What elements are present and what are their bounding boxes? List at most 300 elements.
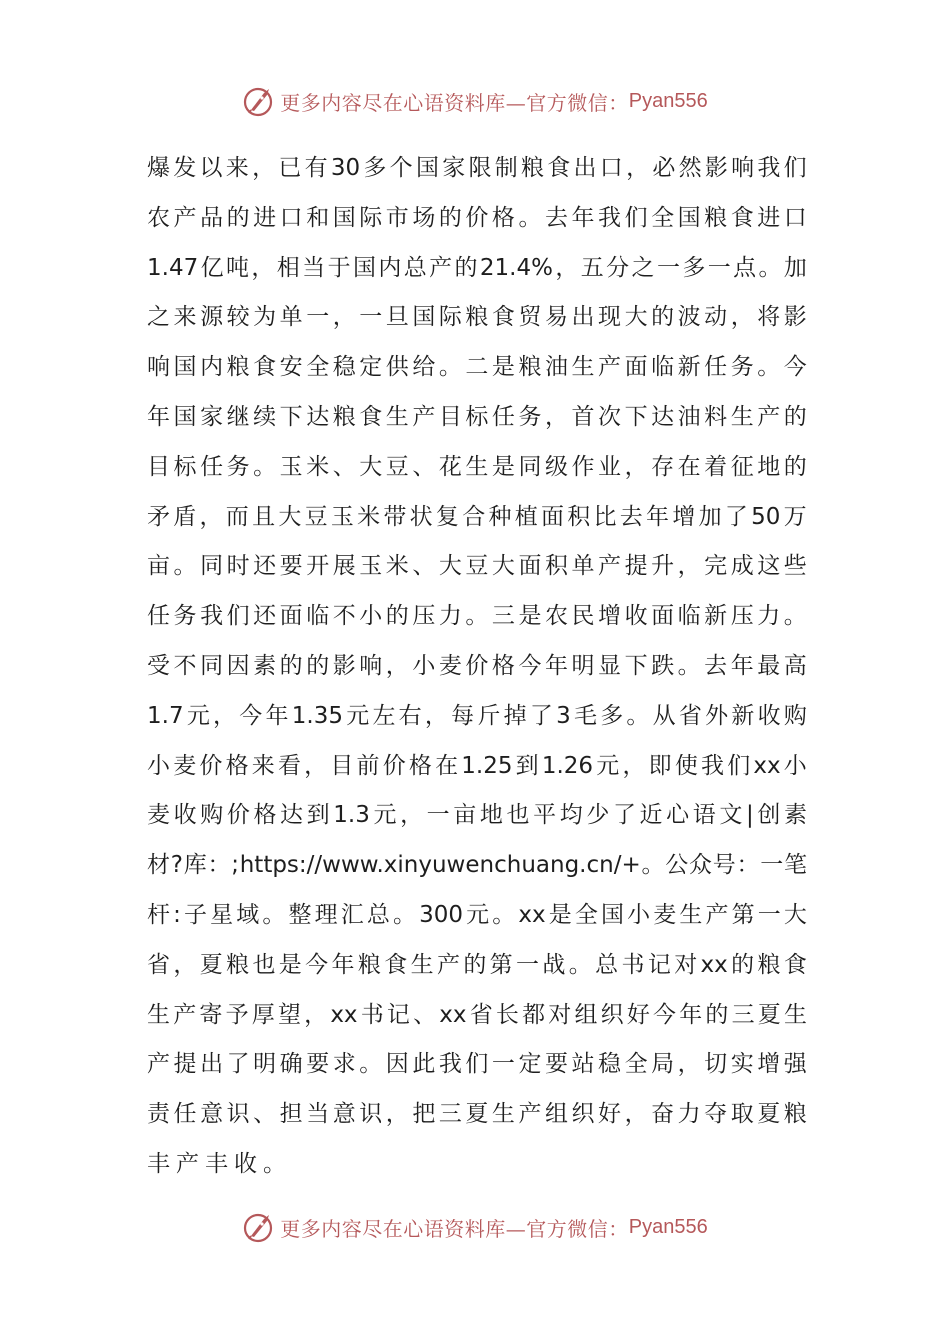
text-glyph: 种 <box>488 503 512 530</box>
pen-nib-logo-icon <box>242 1210 276 1244</box>
text-glyph: 现 <box>598 304 622 331</box>
text-glyph: 业 <box>598 453 622 480</box>
text-glyph: 升 <box>651 553 675 580</box>
text-glyph: 食 <box>384 951 408 978</box>
text-glyph: 素 <box>783 802 807 829</box>
text-glyph: 供 <box>385 354 409 381</box>
text-glyph: 是 <box>278 951 302 978</box>
text-glyph: 。 <box>518 204 542 231</box>
text-glyph: 大 <box>491 553 515 580</box>
text-glyph: 一 <box>757 901 781 928</box>
text-glyph: xx <box>518 901 546 928</box>
text-glyph: 粮 <box>518 354 542 381</box>
text-glyph: 麦 <box>438 652 462 679</box>
text-glyph: 出 <box>571 304 595 331</box>
text-glyph: 站 <box>571 1051 595 1078</box>
text-glyph: 务 <box>226 453 250 480</box>
text-glyph: 贸 <box>518 304 542 331</box>
text-glyph: 已 <box>278 155 302 181</box>
text-glyph: 。 <box>359 1051 383 1078</box>
text-glyph: 格 <box>225 752 249 779</box>
text-glyph: 麦 <box>147 802 170 829</box>
text-glyph: 年 <box>147 403 170 430</box>
text-glyph: 有 <box>304 155 328 181</box>
text-glyph: 标 <box>465 403 489 430</box>
text-glyph: 新 <box>677 354 701 381</box>
text-glyph: 国 <box>352 254 376 281</box>
text-glyph: 大 <box>624 304 648 331</box>
text-glyph: 单 <box>571 553 595 580</box>
text-glyph: 。 <box>783 603 807 630</box>
text-glyph: 是 <box>491 354 515 381</box>
text-line <box>147 742 807 792</box>
text-glyph: 。 <box>263 1150 286 1177</box>
text-glyph: 21.4% <box>479 254 553 281</box>
text-glyph: 理 <box>314 901 338 928</box>
text-glyph: 食 <box>783 951 807 978</box>
text-glyph: 积 <box>567 503 591 530</box>
text-glyph: 产 <box>598 354 622 381</box>
text-glyph: 任 <box>147 603 170 630</box>
text-glyph: 生 <box>465 453 489 480</box>
text-glyph: 第 <box>489 951 513 978</box>
text-glyph: 口 <box>783 204 807 231</box>
text-glyph: 来 <box>173 304 197 331</box>
text-glyph: 粮 <box>226 951 250 978</box>
text-glyph: 元 <box>346 702 370 729</box>
text-line <box>147 144 807 194</box>
text-glyph: 去 <box>544 204 568 231</box>
text-glyph: 新 <box>704 603 728 630</box>
text-glyph: 的 <box>454 254 478 281</box>
text-glyph: 提 <box>173 1051 197 1078</box>
text-glyph: ， <box>626 155 650 181</box>
text-glyph: 收 <box>234 1150 257 1177</box>
text-glyph: 产 <box>147 1051 170 1078</box>
text-glyph: 面 <box>279 603 303 630</box>
text-glyph: ， <box>544 403 568 430</box>
text-glyph: 元 <box>466 901 490 928</box>
text-glyph: 近 <box>639 802 663 829</box>
text-line <box>147 194 807 244</box>
text-glyph: 发 <box>173 155 197 181</box>
text-glyph: 对 <box>548 1001 572 1028</box>
text-glyph: 购 <box>200 802 224 829</box>
text-glyph: 元 <box>373 802 397 829</box>
text-glyph: 定 <box>518 1051 542 1078</box>
text-glyph: 强 <box>783 1051 807 1078</box>
text-glyph: 生 <box>147 1001 170 1028</box>
text-glyph: 进 <box>757 204 781 231</box>
text-glyph: 整 <box>288 901 312 928</box>
text-glyph: 还 <box>253 603 277 630</box>
text-glyph: 的 <box>705 1001 729 1028</box>
text-glyph: 小 <box>147 752 170 779</box>
text-glyph: 麦 <box>653 901 677 928</box>
text-glyph: ? <box>170 852 183 879</box>
text-glyph: 织 <box>600 1001 624 1028</box>
text-glyph: 口 <box>599 155 623 181</box>
text-glyph: 际 <box>359 204 383 231</box>
text-glyph: 的 <box>385 603 409 630</box>
text-glyph: 单 <box>279 304 303 331</box>
text-glyph: 二 <box>465 354 489 381</box>
text-glyph: 们 <box>226 603 250 630</box>
text-glyph: 生 <box>730 403 754 430</box>
text-glyph: 还 <box>253 553 277 580</box>
text-line <box>147 293 807 343</box>
text-glyph: 产 <box>436 951 460 978</box>
text-glyph: 织 <box>571 1101 595 1128</box>
text-glyph: 国 <box>173 354 197 381</box>
text-glyph: 响 <box>731 155 755 181</box>
text-glyph: 担 <box>279 1101 303 1128</box>
text-glyph: 农 <box>544 603 568 630</box>
text-glyph: 去 <box>704 652 728 679</box>
text-glyph: ， <box>424 702 448 729</box>
text-glyph: 粮 <box>357 951 381 978</box>
text-glyph: 级 <box>544 453 568 480</box>
text-glyph: 组 <box>574 1001 598 1028</box>
text-glyph: 1.35 <box>291 702 343 729</box>
text-glyph: 成 <box>730 553 754 580</box>
text-glyph: 、 <box>412 453 436 480</box>
text-glyph: 我 <box>701 752 724 779</box>
text-glyph: 。 <box>465 603 489 630</box>
text-glyph: 新 <box>731 702 755 729</box>
text-glyph: 场 <box>412 204 436 231</box>
text-glyph: 掉 <box>503 702 527 729</box>
text-glyph: 提 <box>624 553 648 580</box>
text-glyph: 们 <box>783 155 807 181</box>
text-glyph: 状 <box>409 503 433 530</box>
text-glyph: 予 <box>225 1001 249 1028</box>
text-glyph: 油 <box>544 354 568 381</box>
text-glyph: 家 <box>442 155 466 181</box>
text-glyph: 目 <box>330 752 354 779</box>
text-glyph: 语 <box>692 802 716 829</box>
text-glyph: ， <box>385 652 409 679</box>
text-glyph: 小 <box>412 652 436 679</box>
text-glyph: 着 <box>704 453 728 480</box>
text-glyph: 格 <box>491 652 515 679</box>
text-glyph: 压 <box>412 603 436 630</box>
text-glyph: 笔 <box>783 852 807 879</box>
text-glyph: 豆 <box>385 453 409 480</box>
text-glyph: 。 <box>626 702 650 729</box>
text-glyph: 大 <box>359 453 383 480</box>
text-glyph: 斤 <box>477 702 501 729</box>
text-glyph: 意 <box>200 1101 224 1128</box>
text-glyph: 豆 <box>304 503 328 530</box>
text-glyph: 显 <box>598 652 622 679</box>
text-glyph: 国 <box>173 403 197 430</box>
text-glyph: 、 <box>413 1001 437 1028</box>
text-glyph: 在 <box>435 752 459 779</box>
text-glyph: 给 <box>412 354 436 381</box>
text-glyph: 责 <box>147 1101 170 1128</box>
text-glyph: 面 <box>518 553 542 580</box>
text-glyph: 也 <box>506 802 530 829</box>
text-glyph: 格 <box>408 752 432 779</box>
text-glyph: 夏 <box>465 1101 489 1128</box>
text-glyph: 一 <box>707 254 731 281</box>
text-glyph: 今 <box>783 354 807 381</box>
text-glyph: 首 <box>571 403 595 430</box>
text-glyph: 亿 <box>200 254 224 281</box>
text-glyph: 了 <box>612 802 636 829</box>
text-glyph: 小 <box>359 603 383 630</box>
pen-nib-logo-icon <box>242 84 276 118</box>
text-glyph: 展 <box>332 553 356 580</box>
text-glyph: 识 <box>359 1101 383 1128</box>
text-glyph: 且 <box>252 503 276 530</box>
text-glyph: 把 <box>412 1101 436 1128</box>
text-glyph: 公 <box>665 852 689 879</box>
text-glyph: 力 <box>677 1101 701 1128</box>
text-glyph: 矛 <box>147 503 170 530</box>
text-glyph: 子 <box>184 901 207 928</box>
text-glyph: 小 <box>627 901 651 928</box>
text-glyph: 的 <box>651 304 675 331</box>
text-glyph: 影 <box>704 155 728 181</box>
text-glyph: 奋 <box>651 1101 675 1128</box>
text-glyph: 内 <box>378 254 402 281</box>
text-glyph: 材 <box>147 852 170 879</box>
text-glyph: 以 <box>199 155 223 181</box>
text-glyph: 亩 <box>147 553 170 580</box>
text-glyph: https://www.xinyuwenchuang.cn/+ <box>239 852 641 879</box>
text-glyph: 家 <box>200 403 224 430</box>
text-glyph: 下 <box>624 403 648 430</box>
text-glyph: 要 <box>306 1051 330 1078</box>
text-glyph: ， <box>622 752 646 779</box>
text-glyph: 粮 <box>332 403 356 430</box>
text-line <box>147 1090 807 1140</box>
text-glyph: 价 <box>465 652 489 679</box>
text-glyph: 实 <box>730 1051 754 1078</box>
text-glyph: ， <box>555 254 579 281</box>
text-glyph: 吨 <box>226 254 249 281</box>
text-glyph: 求 <box>332 1051 356 1078</box>
text-glyph: 年 <box>571 204 595 231</box>
text-line <box>147 991 807 1041</box>
text-line <box>147 941 807 991</box>
text-glyph: 合 <box>462 503 486 530</box>
text-glyph: ， <box>213 702 237 729</box>
text-glyph: 达 <box>280 802 304 829</box>
text-glyph: 此 <box>412 1051 436 1078</box>
text-glyph: 是 <box>548 901 572 928</box>
text-glyph: 征 <box>730 453 754 480</box>
text-glyph: ， <box>624 453 648 480</box>
text-glyph: 的 <box>731 951 755 978</box>
text-glyph: 我 <box>438 1051 462 1078</box>
footer-watermark-handle: Pyan556 <box>628 1215 708 1238</box>
text-glyph: 爆 <box>147 155 170 181</box>
text-glyph: ， <box>677 1051 701 1078</box>
text-glyph: 。 <box>438 354 462 381</box>
text-glyph: 外 <box>705 702 729 729</box>
text-glyph: 产 <box>173 1001 197 1028</box>
text-glyph: 三 <box>438 1101 462 1128</box>
text-glyph: 号 <box>712 852 736 879</box>
text-glyph: 今 <box>653 1001 677 1028</box>
text-glyph: ， <box>624 1101 648 1128</box>
text-glyph: 必 <box>652 155 676 181</box>
text-glyph: 组 <box>544 1101 568 1128</box>
text-glyph: 300 <box>419 901 464 928</box>
text-glyph: xx <box>439 1001 467 1028</box>
text-glyph: 继 <box>226 403 250 430</box>
text-glyph: 产 <box>518 1101 542 1128</box>
text-glyph: 花 <box>438 453 462 480</box>
text-glyph: 文 <box>719 802 743 829</box>
text-glyph: 地 <box>479 802 503 829</box>
text-glyph: 响 <box>147 354 170 381</box>
text-glyph: 口 <box>279 204 303 231</box>
text-glyph: 豆 <box>465 553 489 580</box>
text-glyph: 少 <box>586 802 610 829</box>
text-glyph: 多 <box>363 155 387 181</box>
text-glyph: 米 <box>306 453 330 480</box>
text-glyph: 3 <box>556 702 571 729</box>
text-glyph: 食 <box>547 155 571 181</box>
text-glyph: 进 <box>253 204 277 231</box>
text-glyph: 格 <box>491 204 515 231</box>
text-glyph: 之 <box>147 304 170 331</box>
text-glyph: 植 <box>514 503 538 530</box>
text-glyph: 夏 <box>199 951 223 978</box>
text-glyph: 都 <box>522 1001 546 1028</box>
text-line <box>147 443 807 493</box>
text-glyph: ， <box>304 1001 328 1028</box>
text-glyph: 产 <box>173 204 197 231</box>
text-line <box>147 642 807 692</box>
text-glyph: 临 <box>651 354 675 381</box>
text-glyph: 因 <box>226 652 250 679</box>
text-glyph: 时 <box>226 553 250 580</box>
text-glyph: 厚 <box>251 1001 275 1028</box>
text-glyph: 省 <box>678 702 702 729</box>
text-glyph: 旦 <box>385 304 409 331</box>
text-glyph: ， <box>199 503 223 530</box>
text-glyph: 多 <box>682 254 706 281</box>
text-glyph: 域 <box>236 901 260 928</box>
text-glyph: 了 <box>724 503 748 530</box>
text-glyph: 1.3 <box>333 802 370 829</box>
text-line <box>147 1040 807 1090</box>
text-glyph: 一 <box>306 304 330 331</box>
text-glyph: 一 <box>516 951 540 978</box>
text-glyph: 于 <box>327 254 351 281</box>
text-glyph: 麦 <box>173 752 197 779</box>
text-glyph: 的 <box>783 403 807 430</box>
text-glyph: 跌 <box>651 652 675 679</box>
text-glyph: 的 <box>279 652 303 679</box>
text-glyph: 使 <box>674 752 698 779</box>
text-glyph: 产 <box>412 403 436 430</box>
text-glyph: 稳 <box>598 1051 622 1078</box>
text-glyph: 全 <box>574 901 598 928</box>
text-glyph: 同 <box>200 652 224 679</box>
text-glyph: 了 <box>529 702 553 729</box>
text-glyph: 出 <box>200 1051 224 1078</box>
text-glyph: 是 <box>518 603 542 630</box>
text-glyph: 粮 <box>783 1101 807 1128</box>
text-glyph: ， <box>400 802 424 829</box>
text-glyph: 全 <box>624 1051 648 1078</box>
text-glyph: 生 <box>571 354 595 381</box>
text-glyph: 任 <box>200 453 224 480</box>
text-glyph: 影 <box>332 652 356 679</box>
text-glyph: 同 <box>518 453 542 480</box>
text-glyph: 产 <box>705 901 729 928</box>
text-glyph: 出 <box>573 155 597 181</box>
text-glyph: 农 <box>147 204 170 231</box>
text-glyph: 右 <box>398 702 422 729</box>
text-glyph: 完 <box>704 553 728 580</box>
text-glyph: 生 <box>385 403 409 430</box>
text-glyph: 不 <box>332 603 356 630</box>
text-glyph: 比 <box>593 503 617 530</box>
text-glyph: 每 <box>451 702 475 729</box>
text-glyph: 亩 <box>453 802 477 829</box>
text-glyph: 这 <box>757 553 781 580</box>
text-glyph: 的 <box>438 204 462 231</box>
text-glyph: 取 <box>730 1101 754 1128</box>
text-glyph: 加 <box>783 254 807 281</box>
text-glyph: 毛 <box>573 702 597 729</box>
text-glyph: 目 <box>438 403 462 430</box>
document-body <box>147 144 807 1190</box>
text-glyph: ， <box>730 304 754 331</box>
text-glyph: 产 <box>757 403 781 430</box>
text-glyph: 。 <box>677 652 701 679</box>
text-glyph: 价 <box>226 802 250 829</box>
text-glyph: 明 <box>253 1051 277 1078</box>
text-glyph: 今 <box>239 702 263 729</box>
text-glyph: 总 <box>366 901 390 928</box>
text-glyph: 复 <box>435 503 459 530</box>
text-glyph: 收 <box>624 603 648 630</box>
text-glyph: 影 <box>783 304 807 331</box>
text-glyph: 切 <box>704 1051 728 1078</box>
text-line <box>147 1140 807 1190</box>
text-glyph: 国 <box>412 304 436 331</box>
text-line <box>147 343 807 393</box>
text-glyph: 一 <box>656 254 680 281</box>
text-glyph: 一 <box>760 852 784 879</box>
text-glyph: 1.7 <box>147 702 184 729</box>
text-glyph: 国 <box>601 901 625 928</box>
text-glyph: xx <box>330 1001 358 1028</box>
text-glyph: 是 <box>491 453 515 480</box>
text-glyph: 记 <box>386 1001 410 1028</box>
text-glyph: 收 <box>173 802 197 829</box>
text-glyph: 当 <box>302 254 326 281</box>
text-line <box>147 493 807 543</box>
text-glyph: 来 <box>251 752 275 779</box>
text-glyph: 制 <box>494 155 518 181</box>
text-glyph: ： <box>736 852 760 879</box>
text-glyph: 杆 <box>147 901 170 928</box>
text-glyph: 食 <box>359 403 383 430</box>
text-glyph: 力 <box>438 603 462 630</box>
text-glyph: 我 <box>200 603 224 630</box>
text-glyph: 玉 <box>330 503 354 530</box>
text-glyph: 存 <box>651 453 675 480</box>
